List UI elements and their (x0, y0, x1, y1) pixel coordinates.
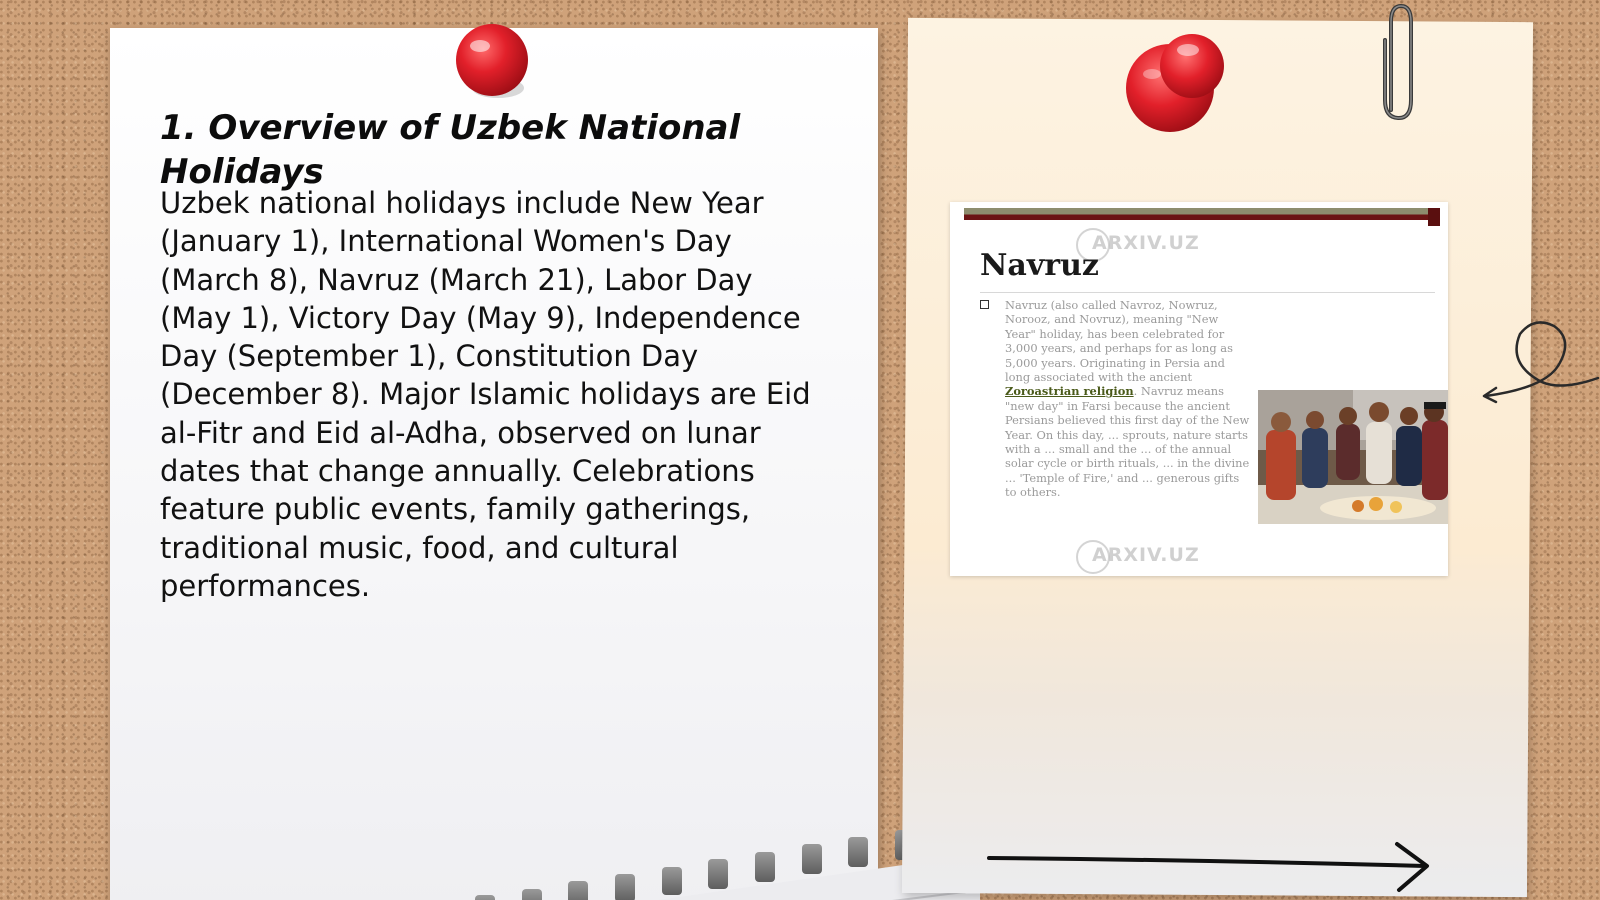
watermark-top: ARXIV.UZ (1092, 232, 1200, 254)
paperclip-icon (1377, 0, 1421, 125)
watermark-bottom: ARXIV.UZ (1092, 544, 1200, 566)
navruz-text-part1: Navruz (also called Navroz, Nowruz, Norooz, and Novruz), meaning "New Year" holiday, has been celebrated for 3,000 years, and perhaps for as long as 5,000 years. Originating in Persia and long associated with the ancient (1005, 298, 1233, 385)
section-title: 1. Overview of Uzbek National Holidays (160, 108, 741, 192)
zoroastrian-religion-link[interactable]: Zoroastrian religion (1005, 384, 1134, 399)
left-paper-note (110, 28, 878, 900)
curly-arrow-left-icon (1478, 312, 1600, 408)
section-body-text: Uzbek national holidays include New Year (January 1), International Women's Day (March 8), Navruz (March 21), Labor Day (May 1), Victory Day (May 9), Independence Day (September 1), Constitution Day (December 8). Major Islamic holidays are Eid al-Fitr and Eid al-Adha, observed on lunar dates that change annually. Celebrations feature public events, family gatherings, traditional music, food, and cultural performances. (160, 186, 811, 603)
long-arrow-right-icon (985, 838, 1447, 894)
pushpin-icon (452, 22, 534, 104)
notebook-binder-holes (420, 824, 980, 900)
festival-photo-icon (1258, 390, 1448, 524)
navruz-slide-image (950, 202, 1448, 576)
pushpin-icon (1122, 30, 1234, 134)
navruz-text-part2: . Navruz means "new day" in Farsi because the ancient Persians believed this first day of the New Year. On this day, ... sprouts, nature starts with a ... small and the ... of the annual solar cycle or birth rituals, ... in the divine ... 'Temple of Fire,' and ... generous gifts to others. (1005, 384, 1250, 500)
bullet-square-icon (980, 300, 989, 309)
heading-rule (980, 292, 1435, 293)
navruz-description (1005, 298, 1250, 500)
navruz-heading: Navruz (980, 248, 1099, 283)
slide-header-bar (964, 208, 1440, 220)
